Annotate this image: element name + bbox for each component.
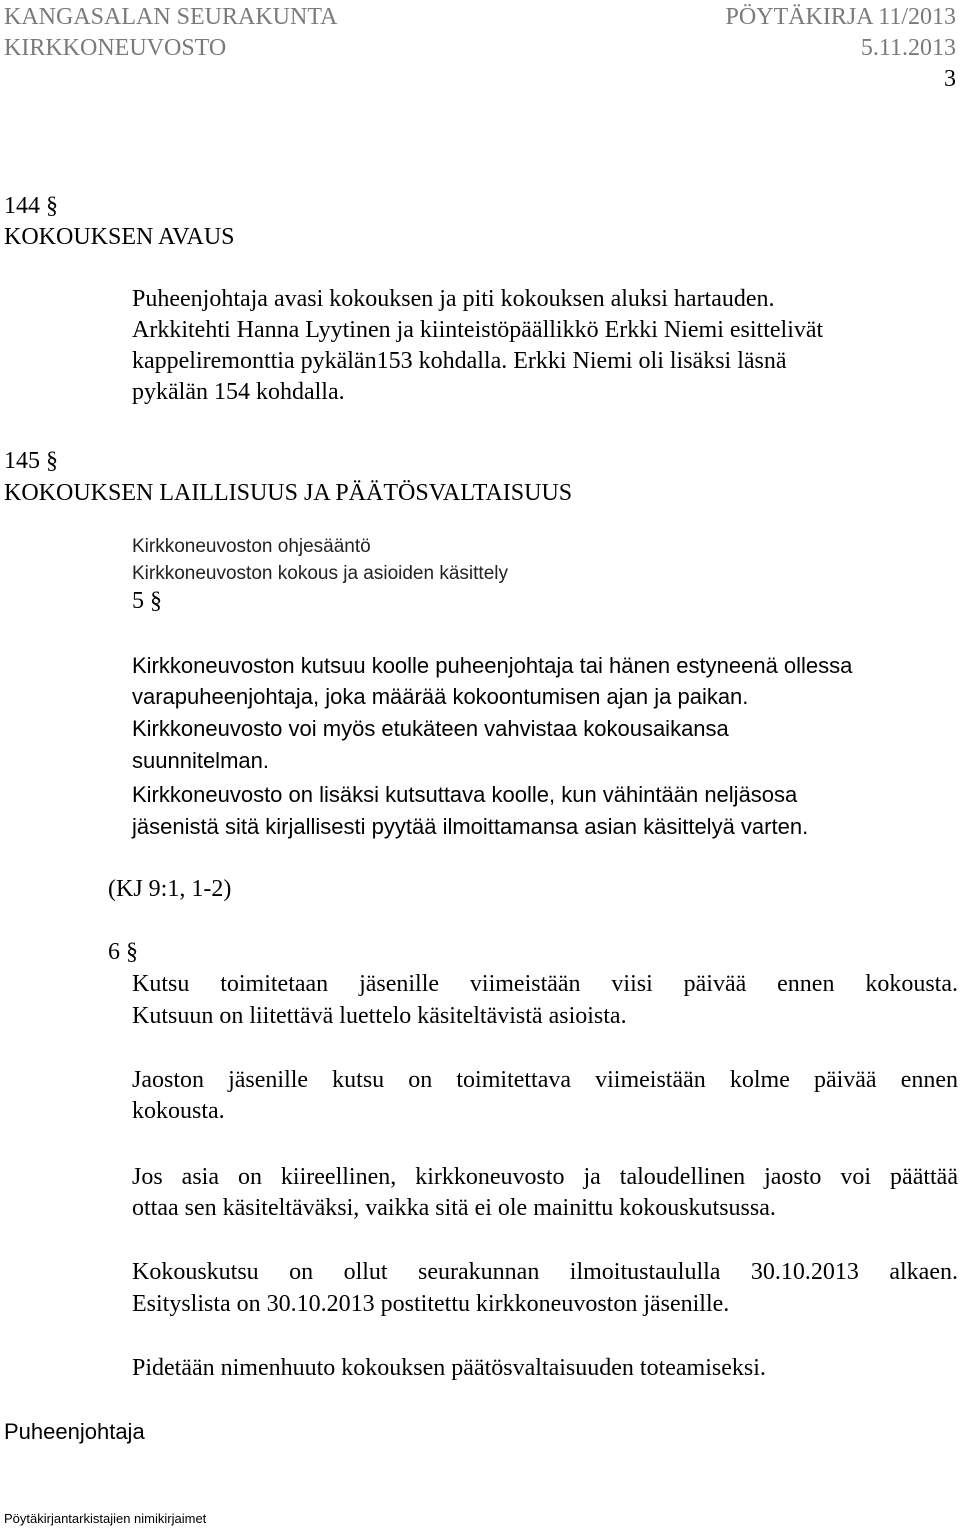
section-145-title: KOKOUKSEN LAILLISUUS JA PÄÄTÖSVALTAISUUS xyxy=(4,480,573,506)
paragraph-6-line: Jaoston jäsenille kutsu on toimitettava viimeistään kolme päivää ennen xyxy=(132,1067,958,1093)
header-body: KIRKKONEUVOSTO xyxy=(4,35,227,61)
paragraph-5-line: jäsenistä sitä kirjallisesti pyytää ilmoittamansa asian käsittelyä varten. xyxy=(132,814,809,839)
notice-line: Kokouskutsu on ollut seurakunnan ilmoitustaululla 30.10.2013 alkaen. xyxy=(132,1259,958,1285)
section-144-number: 144 § xyxy=(4,193,58,219)
footer-initials-label: Pöytäkirjantarkistajien nimikirjaimet xyxy=(4,1511,207,1526)
agenda-line: Esityslista on 30.10.2013 postitettu kirkkoneuvoston jäsenille. xyxy=(132,1291,730,1317)
proposal-text: Pidetään nimenhuuto kokouksen päätösvaltaisuuden toteamiseksi. xyxy=(132,1355,766,1381)
regulation-chapter: Kirkkoneuvoston kokous ja asioiden käsittely xyxy=(132,563,508,584)
paragraph-5-heading: 5 § xyxy=(132,588,162,614)
paragraph-5-line: Kirkkoneuvosto on lisäksi kutsuttava koolle, kun vähintään neljäsosa xyxy=(132,782,798,807)
paragraph-5-line: Kirkkoneuvoston kutsuu koolle puheenjohtaja tai hänen estyneenä ollessa xyxy=(132,653,853,678)
paragraph-6-line: Kutsuun on liitettävä luettelo käsiteltävistä asioista. xyxy=(132,1003,627,1029)
paragraph-6-line: kokousta. xyxy=(132,1098,225,1124)
header-org: KANGASALAN SEURAKUNTA xyxy=(4,4,338,30)
section-144-line: kappeliremonttia pykälän153 kohdalla. Erkki Niemi oli lisäksi läsnä xyxy=(132,348,787,374)
section-144-line: Arkkitehti Hanna Lyytinen ja kiinteistöpäällikkö Erkki Niemi esittelivät xyxy=(132,317,824,343)
paragraph-6-line: ottaa sen käsiteltäväksi, vaikka sitä ei ole mainittu kokouskutsussa. xyxy=(132,1195,776,1221)
page-number: 3 xyxy=(944,66,956,92)
regulation-reference: Kirkkoneuvoston ohjesääntö xyxy=(132,536,371,557)
header-doc: PÖYTÄKIRJA 11/2013 xyxy=(725,4,956,30)
section-145-number: 145 § xyxy=(4,448,58,474)
paragraph-6-heading: 6 § xyxy=(108,939,138,965)
paragraph-5-line: Kirkkoneuvosto voi myös etukäteen vahvistaa kokousaikansa xyxy=(132,716,729,741)
chair-label: Puheenjohtaja xyxy=(4,1419,145,1444)
paragraph-6-line: Jos asia on kiireellinen, kirkkoneuvosto ja taloudellinen jaosto voi päättää xyxy=(132,1164,958,1190)
paragraph-6-line: Kutsu toimitetaan jäsenille viimeistään viisi päivää ennen kokousta. xyxy=(132,971,958,997)
section-144-line: Puheenjohtaja avasi kokouksen ja piti kokouksen aluksi hartauden. xyxy=(132,286,775,312)
paragraph-5-line: varapuheenjohtaja, joka määrää kokoontumisen ajan ja paikan. xyxy=(132,684,749,709)
paragraph-5-line: suunnitelman. xyxy=(132,748,269,773)
church-law-reference: (KJ 9:1, 1-2) xyxy=(108,876,232,902)
section-144-title: KOKOUKSEN AVAUS xyxy=(4,224,235,250)
header-date: 5.11.2013 xyxy=(860,35,956,61)
section-144-line: pykälän 154 kohdalla. xyxy=(132,379,345,405)
